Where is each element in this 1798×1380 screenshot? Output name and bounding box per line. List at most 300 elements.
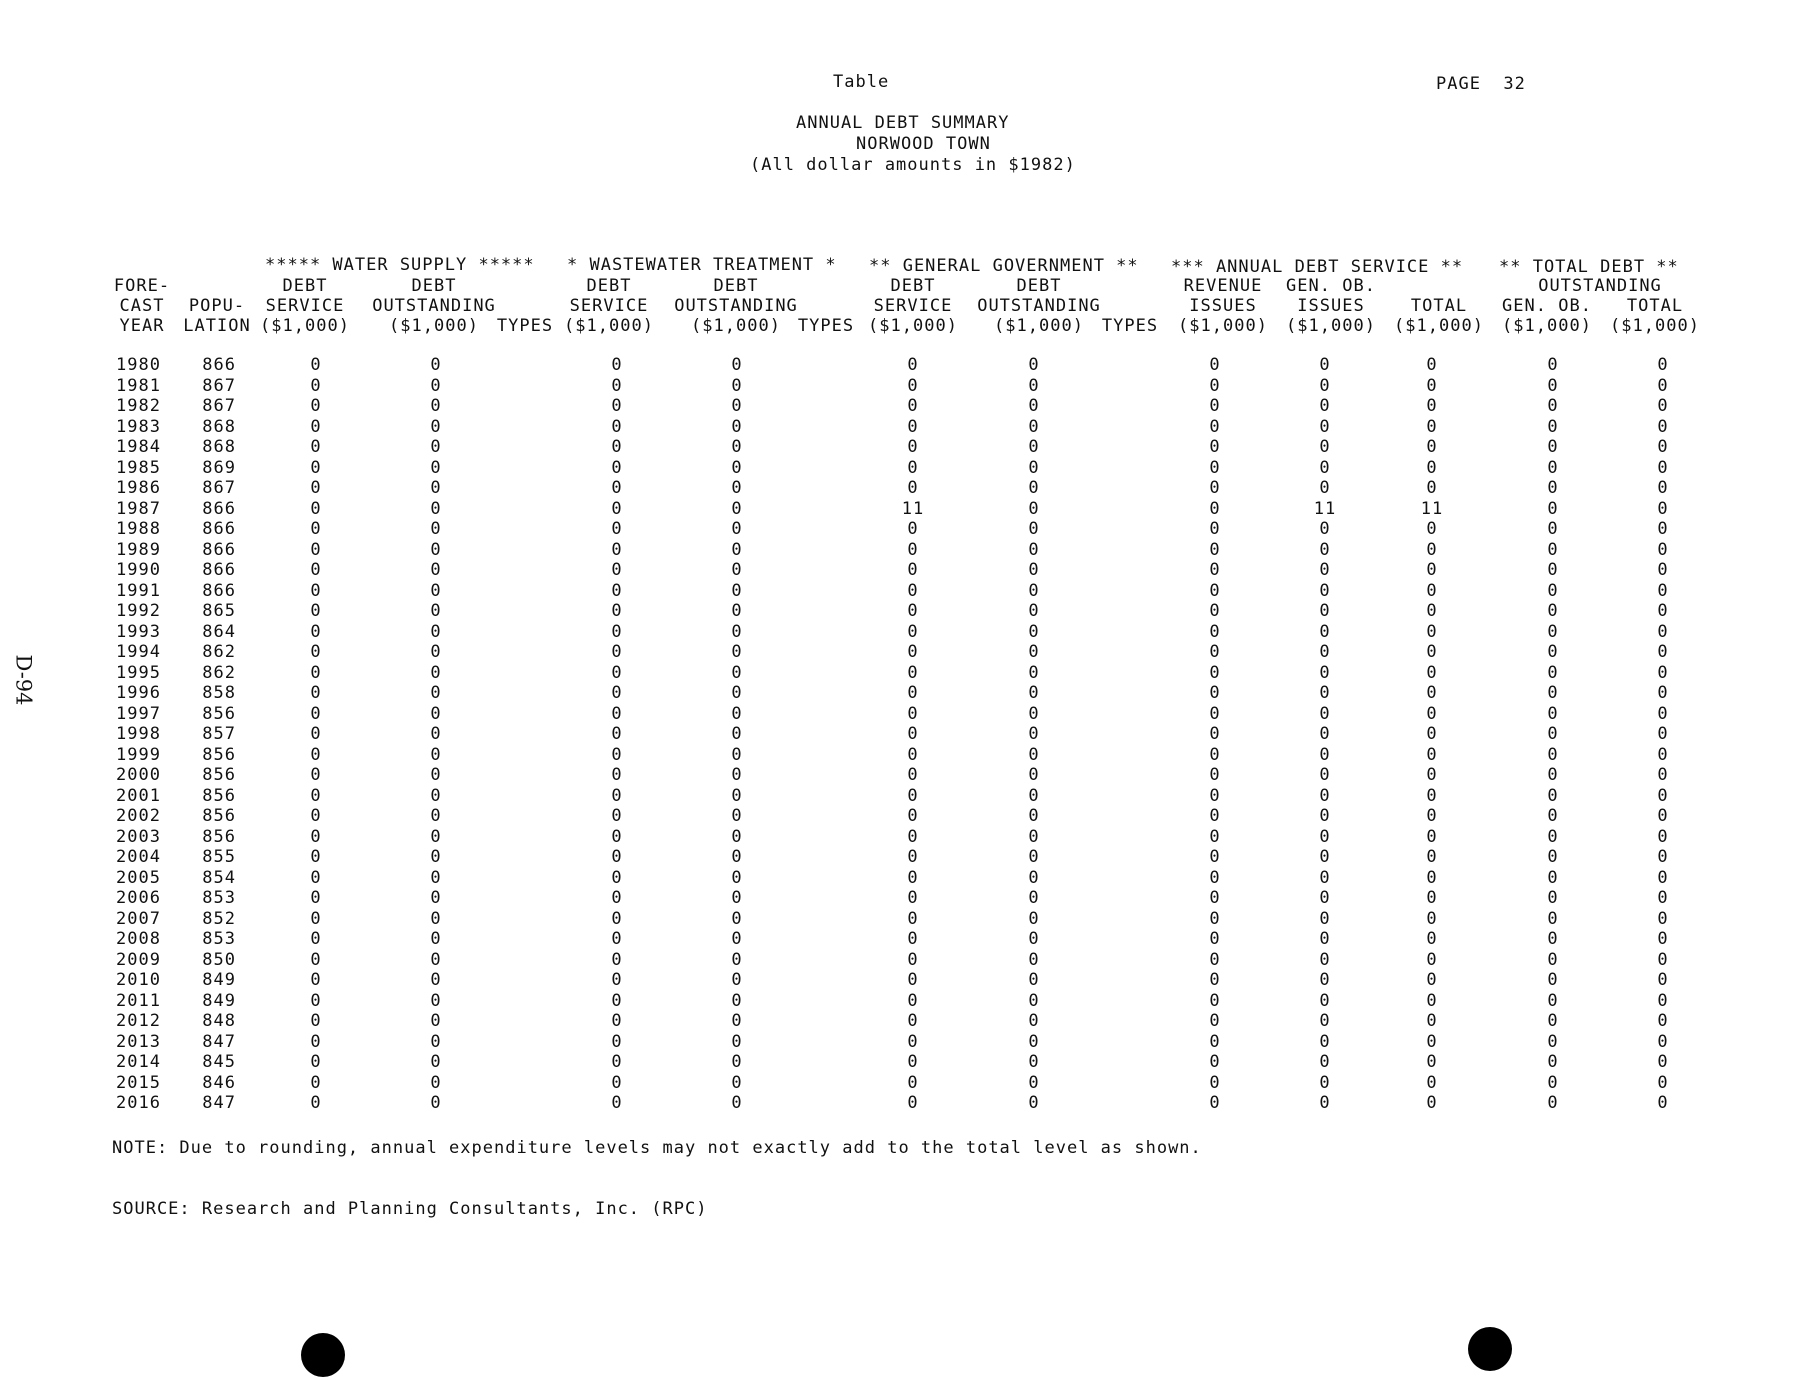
cell-wt-debt-service: 0 xyxy=(611,847,623,867)
cell-ws-debt-outstanding: 0 xyxy=(430,1031,442,1052)
cell-wt-debt-outstanding: 0 xyxy=(731,478,743,498)
cell-gen-ob-issues: 0 xyxy=(1319,1031,1331,1052)
cell-year: 1981 xyxy=(116,375,161,396)
column-header-ws-debt-outstanding-line-3: ($1,000) xyxy=(389,316,479,336)
cell-ws-debt-service: 0 xyxy=(310,785,322,806)
cell-ws-debt-outstanding: 0 xyxy=(430,355,442,375)
cell-year: 1985 xyxy=(116,457,161,478)
cell-gg-debt-outstanding: 0 xyxy=(1028,478,1040,498)
column-header-year-line-3: YEAR xyxy=(119,316,165,336)
cell-revenue-issues: 0 xyxy=(1209,1031,1221,1052)
column-header-gg-debt-service-line-1: DEBT xyxy=(890,276,936,296)
cell-ws-debt-service: 0 xyxy=(310,970,322,990)
cell-wt-debt-outstanding: 0 xyxy=(731,990,743,1011)
column-header-gg-debt-outstanding-line-2: OUTSTANDING xyxy=(977,296,1101,316)
cell-population: 854 xyxy=(202,867,236,888)
cell-gg-debt-service: 0 xyxy=(907,580,919,601)
cell-wt-debt-service: 0 xyxy=(611,929,623,949)
cell-gen-ob-issues: 0 xyxy=(1319,437,1331,457)
cell-gg-debt-outstanding: 0 xyxy=(1028,826,1040,847)
cell-gg-debt-outstanding: 0 xyxy=(1028,416,1040,437)
group-header-general-government: ** GENERAL GOVERNMENT ** xyxy=(869,256,1139,276)
cell-ads-total: 0 xyxy=(1426,621,1438,642)
cell-year: 2003 xyxy=(116,826,161,847)
cell-td-total: 0 xyxy=(1657,744,1669,765)
cell-gg-debt-outstanding: 0 xyxy=(1028,560,1040,580)
column-header-gen-ob-issues-line-3: ($1,000) xyxy=(1286,316,1376,336)
cell-td-total: 0 xyxy=(1657,949,1669,970)
cell-gen-ob-issues: 0 xyxy=(1319,478,1331,498)
cell-year: 1984 xyxy=(116,437,161,457)
cell-wt-debt-service: 0 xyxy=(611,662,623,683)
cell-ws-debt-service: 0 xyxy=(310,683,322,703)
cell-year: 1989 xyxy=(116,539,161,560)
cell-year: 1999 xyxy=(116,744,161,765)
cell-wt-debt-service: 0 xyxy=(611,621,623,642)
cell-wt-debt-service: 0 xyxy=(611,1093,623,1113)
cell-ws-debt-outstanding: 0 xyxy=(430,457,442,478)
cell-ads-total: 0 xyxy=(1426,580,1438,601)
cell-gen-ob-issues: 0 xyxy=(1319,806,1331,826)
cell-ads-total: 0 xyxy=(1426,847,1438,867)
cell-td-total: 0 xyxy=(1657,847,1669,867)
cell-wt-debt-service: 0 xyxy=(611,908,623,929)
cell-wt-debt-outstanding: 0 xyxy=(731,396,743,416)
cell-ads-total: 0 xyxy=(1426,478,1438,498)
cell-revenue-issues: 0 xyxy=(1209,642,1221,662)
cell-ws-debt-outstanding: 0 xyxy=(430,703,442,724)
cell-gg-debt-outstanding: 0 xyxy=(1028,375,1040,396)
cell-wt-debt-service: 0 xyxy=(611,498,623,519)
column-header-wt-debt-service-line-2: SERVICE xyxy=(569,296,649,316)
cell-ads-total: 0 xyxy=(1426,826,1438,847)
cell-wt-debt-service: 0 xyxy=(611,806,623,826)
cell-ws-debt-service: 0 xyxy=(310,539,322,560)
column-header-population-line-2: POPU- xyxy=(188,296,246,316)
cell-ws-debt-outstanding: 0 xyxy=(430,949,442,970)
cell-td-gen-ob: 0 xyxy=(1547,1031,1559,1052)
cell-gg-debt-outstanding: 0 xyxy=(1028,539,1040,560)
cell-td-total: 0 xyxy=(1657,785,1669,806)
cell-population: 867 xyxy=(202,375,236,396)
cell-ads-total: 0 xyxy=(1426,1011,1438,1031)
cell-ws-debt-outstanding: 0 xyxy=(430,970,442,990)
cell-gg-debt-outstanding: 0 xyxy=(1028,785,1040,806)
cell-td-gen-ob: 0 xyxy=(1547,990,1559,1011)
cell-wt-debt-outstanding: 0 xyxy=(731,970,743,990)
cell-gg-debt-outstanding: 0 xyxy=(1028,396,1040,416)
cell-wt-debt-outstanding: 0 xyxy=(731,949,743,970)
cell-wt-debt-outstanding: 0 xyxy=(731,724,743,744)
cell-gen-ob-issues: 0 xyxy=(1319,519,1331,539)
page-subtitle: NORWOOD TOWN xyxy=(856,134,991,154)
cell-td-gen-ob: 0 xyxy=(1547,724,1559,744)
cell-wt-debt-outstanding: 0 xyxy=(731,806,743,826)
cell-td-total: 0 xyxy=(1657,908,1669,929)
cell-gg-debt-outstanding: 0 xyxy=(1028,683,1040,703)
cell-population: 853 xyxy=(202,888,236,908)
cell-td-total: 0 xyxy=(1657,765,1669,785)
cell-td-gen-ob: 0 xyxy=(1547,457,1559,478)
cell-td-total: 0 xyxy=(1657,806,1669,826)
column-header-gen-ob-issues-line-1: GEN. OB. xyxy=(1286,276,1376,296)
cell-population: 869 xyxy=(202,457,236,478)
cell-year: 1995 xyxy=(116,662,161,683)
cell-ws-debt-service: 0 xyxy=(310,1011,322,1031)
cell-year: 2009 xyxy=(116,949,161,970)
cell-ads-total: 0 xyxy=(1426,601,1438,621)
cell-population: 858 xyxy=(202,683,236,703)
column-header-ws-debt-service-line-2: SERVICE xyxy=(265,296,345,316)
cell-year: 1997 xyxy=(116,703,161,724)
cell-ads-total: 0 xyxy=(1426,908,1438,929)
cell-ws-debt-service: 0 xyxy=(310,662,322,683)
cell-ws-debt-outstanding: 0 xyxy=(430,375,442,396)
cell-ws-debt-outstanding: 0 xyxy=(430,990,442,1011)
cell-gg-debt-outstanding: 0 xyxy=(1028,929,1040,949)
cell-population: 866 xyxy=(202,580,236,601)
cell-td-gen-ob: 0 xyxy=(1547,744,1559,765)
cell-gg-debt-outstanding: 0 xyxy=(1028,519,1040,539)
cell-td-total: 0 xyxy=(1657,1072,1669,1093)
cell-ws-debt-outstanding: 0 xyxy=(430,539,442,560)
cell-population: 866 xyxy=(202,539,236,560)
cell-td-total: 0 xyxy=(1657,1031,1669,1052)
column-header-ads-total-line-2: TOTAL xyxy=(1410,296,1468,316)
cell-wt-debt-service: 0 xyxy=(611,765,623,785)
cell-population: 868 xyxy=(202,416,236,437)
cell-gg-debt-service: 0 xyxy=(907,847,919,867)
cell-gen-ob-issues: 0 xyxy=(1319,457,1331,478)
cell-year: 2000 xyxy=(116,765,161,785)
cell-ads-total: 0 xyxy=(1426,662,1438,683)
cell-population: 852 xyxy=(202,908,236,929)
cell-gg-debt-service: 0 xyxy=(907,642,919,662)
column-header-wt-debt-service-line-1: DEBT xyxy=(586,276,632,296)
cell-td-gen-ob: 0 xyxy=(1547,847,1559,867)
cell-revenue-issues: 0 xyxy=(1209,929,1221,949)
cell-population: 862 xyxy=(202,642,236,662)
cell-revenue-issues: 0 xyxy=(1209,375,1221,396)
cell-gg-debt-outstanding: 0 xyxy=(1028,601,1040,621)
cell-population: 848 xyxy=(202,1011,236,1031)
cell-population: 866 xyxy=(202,498,236,519)
cell-td-gen-ob: 0 xyxy=(1547,1052,1559,1072)
cell-ws-debt-outstanding: 0 xyxy=(430,806,442,826)
cell-td-gen-ob: 0 xyxy=(1547,765,1559,785)
cell-wt-debt-outstanding: 0 xyxy=(731,355,743,375)
cell-year: 2014 xyxy=(116,1052,161,1072)
cell-ads-total: 0 xyxy=(1426,642,1438,662)
cell-ws-debt-service: 0 xyxy=(310,949,322,970)
cell-td-gen-ob: 0 xyxy=(1547,826,1559,847)
cell-ws-debt-outstanding: 0 xyxy=(430,929,442,949)
cell-ws-debt-service: 0 xyxy=(310,990,322,1011)
cell-gg-debt-outstanding: 0 xyxy=(1028,970,1040,990)
cell-ws-debt-outstanding: 0 xyxy=(430,888,442,908)
cell-gen-ob-issues: 0 xyxy=(1319,539,1331,560)
cell-wt-debt-service: 0 xyxy=(611,1011,623,1031)
cell-td-gen-ob: 0 xyxy=(1547,1011,1559,1031)
cell-ws-debt-outstanding: 0 xyxy=(430,498,442,519)
cell-wt-debt-service: 0 xyxy=(611,560,623,580)
cell-revenue-issues: 0 xyxy=(1209,437,1221,457)
cell-year: 1988 xyxy=(116,519,161,539)
cell-gen-ob-issues: 0 xyxy=(1319,867,1331,888)
cell-year: 2015 xyxy=(116,1072,161,1093)
column-header-gg-types-line-3: TYPES xyxy=(1101,316,1159,336)
cell-gg-debt-service: 0 xyxy=(907,990,919,1011)
cell-ads-total: 0 xyxy=(1426,457,1438,478)
cell-population: 867 xyxy=(202,478,236,498)
column-header-wt-debt-outstanding-line-3: ($1,000) xyxy=(691,316,781,336)
cell-ws-debt-service: 0 xyxy=(310,642,322,662)
cell-wt-debt-outstanding: 0 xyxy=(731,580,743,601)
cell-td-total: 0 xyxy=(1657,457,1669,478)
cell-gg-debt-service: 0 xyxy=(907,1072,919,1093)
cell-td-total: 0 xyxy=(1657,498,1669,519)
cell-wt-debt-service: 0 xyxy=(611,416,623,437)
cell-td-gen-ob: 0 xyxy=(1547,539,1559,560)
cell-gg-debt-service: 0 xyxy=(907,806,919,826)
column-header-ws-debt-service-line-3: ($1,000) xyxy=(260,316,350,336)
cell-td-total: 0 xyxy=(1657,683,1669,703)
cell-wt-debt-service: 0 xyxy=(611,1052,623,1072)
cell-revenue-issues: 0 xyxy=(1209,621,1221,642)
cell-population: 845 xyxy=(202,1052,236,1072)
cell-gen-ob-issues: 0 xyxy=(1319,990,1331,1011)
cell-population: 862 xyxy=(202,662,236,683)
cell-td-total: 0 xyxy=(1657,375,1669,396)
cell-ws-debt-service: 0 xyxy=(310,437,322,457)
cell-gen-ob-issues: 0 xyxy=(1319,744,1331,765)
cell-year: 2011 xyxy=(116,990,161,1011)
cell-population: 850 xyxy=(202,949,236,970)
cell-ws-debt-service: 0 xyxy=(310,560,322,580)
cell-ads-total: 0 xyxy=(1426,437,1438,457)
footnote: NOTE: Due to rounding, annual expenditure levels may not exactly add to the total level as shown. xyxy=(112,1138,1202,1158)
cell-td-total: 0 xyxy=(1657,621,1669,642)
cell-td-gen-ob: 0 xyxy=(1547,396,1559,416)
cell-td-total: 0 xyxy=(1657,1052,1669,1072)
cell-population: 847 xyxy=(202,1031,236,1052)
cell-gg-debt-service: 0 xyxy=(907,416,919,437)
cell-year: 2012 xyxy=(116,1011,161,1031)
cell-revenue-issues: 0 xyxy=(1209,1093,1221,1113)
cell-wt-debt-outstanding: 0 xyxy=(731,888,743,908)
cell-gg-debt-service: 0 xyxy=(907,560,919,580)
cell-td-gen-ob: 0 xyxy=(1547,560,1559,580)
column-header-td-gen-ob-line-2: GEN. OB. xyxy=(1502,296,1592,316)
cell-ws-debt-service: 0 xyxy=(310,929,322,949)
cell-ws-debt-service: 0 xyxy=(310,1031,322,1052)
column-header-td-total-line-2: TOTAL xyxy=(1626,296,1684,316)
cell-population: 855 xyxy=(202,847,236,867)
cell-population: 856 xyxy=(202,765,236,785)
cell-gen-ob-issues: 0 xyxy=(1319,1011,1331,1031)
cell-td-total: 0 xyxy=(1657,662,1669,683)
group-header-wastewater: * WASTEWATER TREATMENT * xyxy=(567,255,837,275)
cell-revenue-issues: 0 xyxy=(1209,498,1221,519)
cell-td-gen-ob: 0 xyxy=(1547,785,1559,806)
cell-wt-debt-service: 0 xyxy=(611,724,623,744)
cell-gg-debt-outstanding: 0 xyxy=(1028,765,1040,785)
cell-population: 866 xyxy=(202,355,236,375)
column-header-wt-debt-outstanding-line-1: DEBT xyxy=(713,276,759,296)
cell-wt-debt-service: 0 xyxy=(611,867,623,888)
cell-revenue-issues: 0 xyxy=(1209,662,1221,683)
cell-gg-debt-outstanding: 0 xyxy=(1028,457,1040,478)
cell-ws-debt-outstanding: 0 xyxy=(430,437,442,457)
column-header-gg-debt-service-line-3: ($1,000) xyxy=(868,316,958,336)
cell-population: 867 xyxy=(202,396,236,416)
cell-revenue-issues: 0 xyxy=(1209,724,1221,744)
cell-ads-total: 0 xyxy=(1426,970,1438,990)
cell-wt-debt-outstanding: 0 xyxy=(731,662,743,683)
cell-wt-debt-outstanding: 0 xyxy=(731,560,743,580)
cell-gen-ob-issues: 0 xyxy=(1319,580,1331,601)
cell-td-total: 0 xyxy=(1657,478,1669,498)
cell-wt-debt-outstanding: 0 xyxy=(731,621,743,642)
cell-gg-debt-service: 0 xyxy=(907,375,919,396)
cell-wt-debt-outstanding: 0 xyxy=(731,765,743,785)
cell-gen-ob-issues: 0 xyxy=(1319,683,1331,703)
cell-population: 856 xyxy=(202,703,236,724)
cell-revenue-issues: 0 xyxy=(1209,416,1221,437)
cell-wt-debt-service: 0 xyxy=(611,601,623,621)
cell-ws-debt-outstanding: 0 xyxy=(430,662,442,683)
column-header-revenue-issues-line-3: ($1,000) xyxy=(1178,316,1268,336)
cell-td-gen-ob: 0 xyxy=(1547,437,1559,457)
cell-gg-debt-outstanding: 0 xyxy=(1028,1011,1040,1031)
cell-population: 856 xyxy=(202,785,236,806)
cell-ads-total: 0 xyxy=(1426,765,1438,785)
column-header-ws-debt-outstanding-line-2: OUTSTANDING xyxy=(372,296,496,316)
cell-gg-debt-outstanding: 0 xyxy=(1028,1031,1040,1052)
cell-ads-total: 0 xyxy=(1426,355,1438,375)
cell-ws-debt-outstanding: 0 xyxy=(430,478,442,498)
cell-ws-debt-outstanding: 0 xyxy=(430,683,442,703)
cell-td-gen-ob: 0 xyxy=(1547,519,1559,539)
cell-ws-debt-service: 0 xyxy=(310,703,322,724)
cell-year: 1990 xyxy=(116,560,161,580)
cell-wt-debt-outstanding: 0 xyxy=(731,498,743,519)
cell-gg-debt-service: 0 xyxy=(907,601,919,621)
cell-ads-total: 0 xyxy=(1426,539,1438,560)
cell-td-gen-ob: 0 xyxy=(1547,929,1559,949)
cell-gg-debt-service: 0 xyxy=(907,662,919,683)
cell-wt-debt-service: 0 xyxy=(611,519,623,539)
cell-gg-debt-service: 0 xyxy=(907,1093,919,1113)
cell-td-gen-ob: 0 xyxy=(1547,949,1559,970)
cell-ads-total: 0 xyxy=(1426,519,1438,539)
group-header-total-debt: ** TOTAL DEBT ** xyxy=(1499,257,1679,277)
column-header-revenue-issues-line-1: REVENUE xyxy=(1183,276,1263,296)
cell-ws-debt-service: 0 xyxy=(310,621,322,642)
cell-ads-total: 0 xyxy=(1426,396,1438,416)
cell-gg-debt-service: 0 xyxy=(907,703,919,724)
cell-gen-ob-issues: 0 xyxy=(1319,642,1331,662)
cell-gg-debt-outstanding: 0 xyxy=(1028,642,1040,662)
cell-ws-debt-outstanding: 0 xyxy=(430,724,442,744)
cell-wt-debt-outstanding: 0 xyxy=(731,416,743,437)
cell-gen-ob-issues: 11 xyxy=(1313,498,1337,519)
column-header-revenue-issues-line-2: ISSUES xyxy=(1189,296,1257,316)
cell-gen-ob-issues: 0 xyxy=(1319,1072,1331,1093)
cell-ws-debt-service: 0 xyxy=(310,580,322,601)
column-header-td-gen-ob-line-3: ($1,000) xyxy=(1502,316,1592,336)
cell-td-gen-ob: 0 xyxy=(1547,662,1559,683)
cell-td-gen-ob: 0 xyxy=(1547,1093,1559,1113)
cell-revenue-issues: 0 xyxy=(1209,580,1221,601)
cell-td-total: 0 xyxy=(1657,560,1669,580)
cell-td-total: 0 xyxy=(1657,888,1669,908)
column-header-wt-debt-service-line-3: ($1,000) xyxy=(564,316,654,336)
cell-wt-debt-outstanding: 0 xyxy=(731,539,743,560)
cell-td-total: 0 xyxy=(1657,990,1669,1011)
cell-wt-debt-service: 0 xyxy=(611,744,623,765)
cell-ws-debt-service: 0 xyxy=(310,355,322,375)
cell-td-total: 0 xyxy=(1657,867,1669,888)
cell-gen-ob-issues: 0 xyxy=(1319,416,1331,437)
cell-gg-debt-service: 0 xyxy=(907,888,919,908)
cell-td-total: 0 xyxy=(1657,519,1669,539)
cell-td-gen-ob: 0 xyxy=(1547,683,1559,703)
cell-population: 856 xyxy=(202,744,236,765)
page-title: ANNUAL DEBT SUMMARY xyxy=(796,113,1010,133)
cell-population: 864 xyxy=(202,621,236,642)
cell-td-total: 0 xyxy=(1657,580,1669,601)
cell-wt-debt-service: 0 xyxy=(611,949,623,970)
column-header-gg-debt-service-line-2: SERVICE xyxy=(873,296,953,316)
cell-population: 866 xyxy=(202,560,236,580)
cell-wt-debt-outstanding: 0 xyxy=(731,519,743,539)
column-header-year-line-1: FORE- xyxy=(113,276,171,296)
cell-td-gen-ob: 0 xyxy=(1547,355,1559,375)
cell-wt-debt-service: 0 xyxy=(611,437,623,457)
cell-wt-debt-outstanding: 0 xyxy=(731,703,743,724)
cell-ws-debt-outstanding: 0 xyxy=(430,785,442,806)
cell-ws-debt-service: 0 xyxy=(310,765,322,785)
cell-gg-debt-service: 0 xyxy=(907,949,919,970)
cell-ads-total: 0 xyxy=(1426,744,1438,765)
cell-ws-debt-service: 0 xyxy=(310,1093,322,1113)
cell-td-total: 0 xyxy=(1657,396,1669,416)
cell-td-gen-ob: 0 xyxy=(1547,478,1559,498)
cell-year: 1993 xyxy=(116,621,161,642)
cell-ads-total: 0 xyxy=(1426,416,1438,437)
cell-wt-debt-outstanding: 0 xyxy=(731,642,743,662)
cell-gg-debt-service: 0 xyxy=(907,1031,919,1052)
cell-ws-debt-service: 0 xyxy=(310,1052,322,1072)
cell-year: 1986 xyxy=(116,478,161,498)
binder-hole-left xyxy=(301,1333,345,1377)
cell-gen-ob-issues: 0 xyxy=(1319,396,1331,416)
cell-year: 1982 xyxy=(116,396,161,416)
cell-gg-debt-outstanding: 0 xyxy=(1028,867,1040,888)
cell-ws-debt-service: 0 xyxy=(310,478,322,498)
cell-gg-debt-service: 0 xyxy=(907,908,919,929)
cell-year: 2001 xyxy=(116,785,161,806)
cell-gen-ob-issues: 0 xyxy=(1319,826,1331,847)
cell-gen-ob-issues: 0 xyxy=(1319,949,1331,970)
cell-revenue-issues: 0 xyxy=(1209,970,1221,990)
cell-ads-total: 0 xyxy=(1426,724,1438,744)
cell-gg-debt-service: 0 xyxy=(907,724,919,744)
cell-year: 2008 xyxy=(116,929,161,949)
cell-ws-debt-service: 0 xyxy=(310,416,322,437)
cell-gg-debt-service: 0 xyxy=(907,765,919,785)
